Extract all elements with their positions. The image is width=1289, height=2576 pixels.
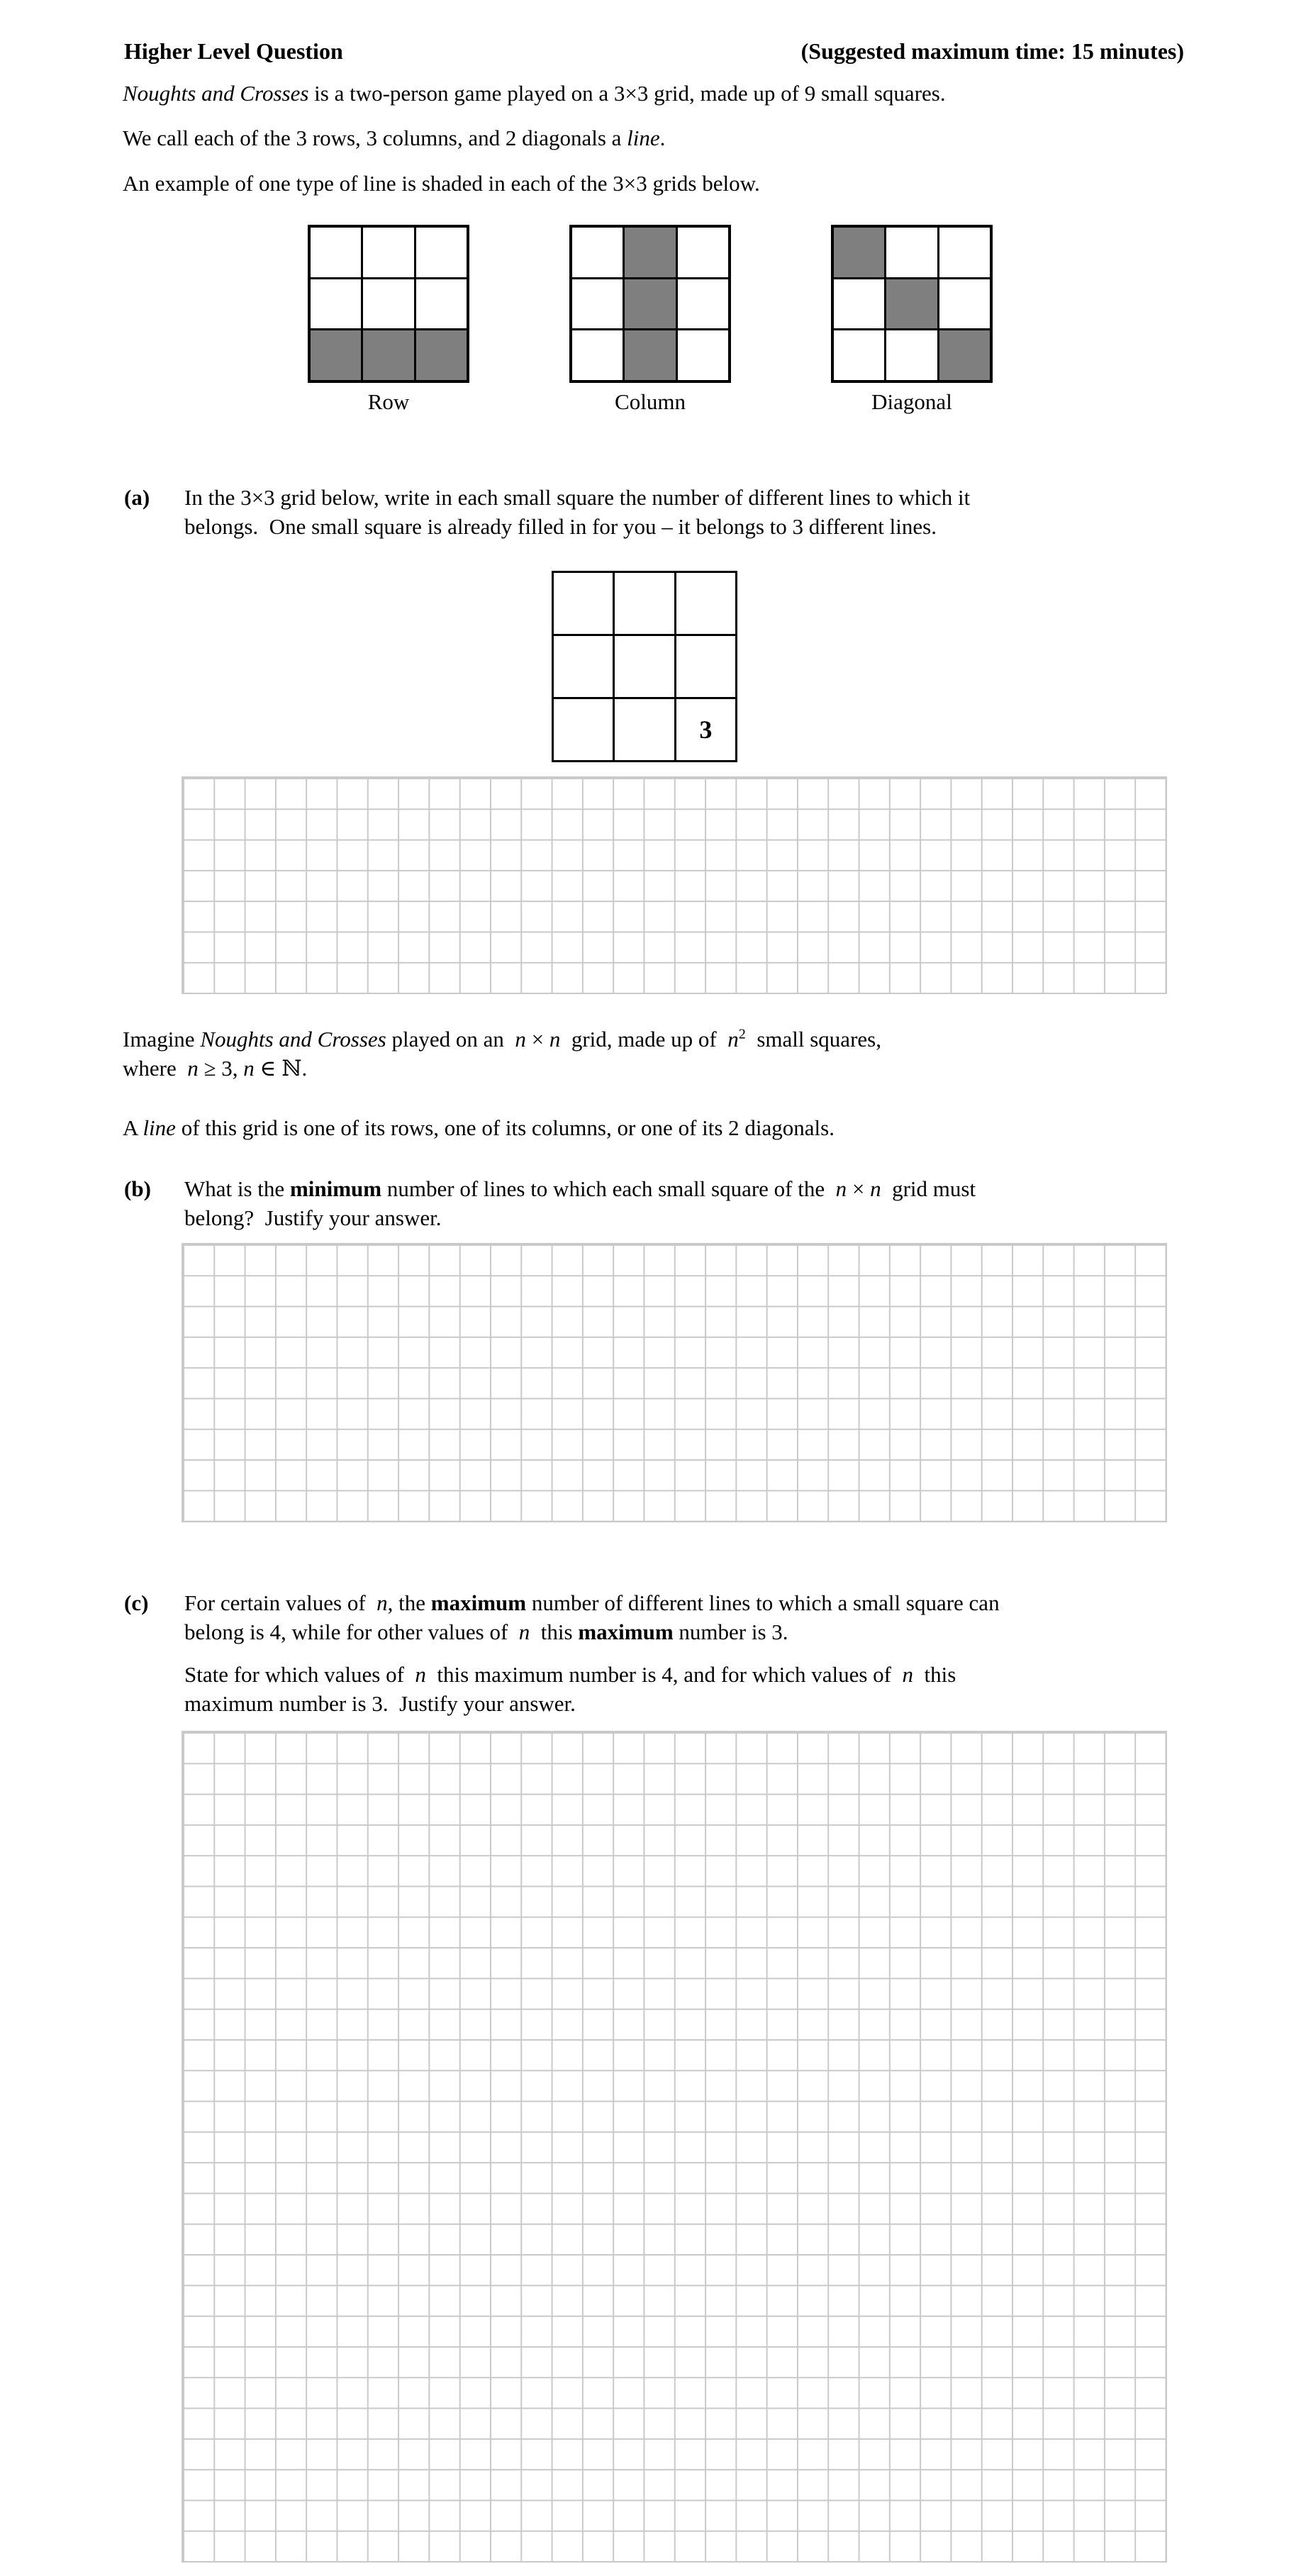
grid-cell [625,279,675,329]
part-c-text: For certain values of n, the maximum number of different lines to which a small square can belong is 4, while for other values of n this maximum number is 3. [184,1590,1000,1644]
grid-cell [363,330,413,380]
part-a-grid-cell [615,573,674,634]
part-a-grid-cell [554,573,613,634]
example-grid-diagonal [831,225,993,415]
grid-cell [363,228,413,277]
intro-paragraph-3: An example of one type of line is shaded in each of the 3×3 grids below. [123,171,760,196]
part-a-label: (a) [124,485,150,510]
grid-cell [363,279,413,329]
intro-paragraph-1: Noughts and Crosses is a two-person game played on a 3×3 grid, made up of 9 small squares. [123,81,946,106]
answer-grid-b [182,1243,1167,1522]
example-grid-label: Column [615,389,686,414]
grid-cell [311,279,361,329]
part-c [124,1588,1184,1646]
grid-cell [678,279,728,329]
grid-cell [834,279,884,329]
grid-cell [311,228,361,277]
part-a-grid-cell [676,636,735,697]
grid-cell [416,279,467,329]
part-a-grid-cell [615,699,674,760]
part-b-text: What is the minimum number of lines to which each small square of the n × n grid must belong? Justify your answer. [184,1176,976,1230]
grid-cell [939,279,990,329]
grid-cell [572,330,623,380]
grid-cell [625,228,675,277]
grid-cell [834,330,884,380]
grid-cell [416,228,467,277]
grid-cell [678,228,728,277]
line-definition-paragraph: A line of this grid is one of its rows, one of its columns, or one of its 2 diagonals. [123,1115,835,1140]
part-a [124,483,1184,541]
example-grid-label: Row [367,389,410,414]
part-c-label: (c) [124,1590,149,1615]
example-grid-column [569,225,731,415]
grid-cell [625,330,675,380]
grid-cell [939,228,990,277]
part-a-grid-cell [676,573,735,634]
part-a-grid-cell [615,636,674,697]
mini-grid [831,225,993,383]
answer-grid-a [182,776,1167,994]
time-allocation: (Suggested maximum time: 15 minutes) [800,38,1184,64]
grid-cell [678,330,728,380]
part-a-grid-cell-prefilled: 3 [676,699,735,760]
example-grid-label: Diagonal [871,389,952,414]
mini-grid [569,225,731,383]
grid-cell [886,330,937,380]
grid-cell [311,330,361,380]
part-c-text-2: State for which values of n this maximum number is 4, and for which values of n this maximum number is 3. Justify your answer. [184,1662,956,1716]
grid-cell [939,330,990,380]
example-grids [308,225,993,415]
mini-grid [308,225,469,383]
part-a-grid-cell [554,636,613,697]
grid-cell [886,228,937,277]
example-grid-row [308,225,469,415]
answer-grid-c [182,1731,1167,2563]
intro-paragraph-2: We call each of the 3 rows, 3 columns, and 2 diagonals a line. [123,126,666,150]
question-header [124,37,1184,65]
part-a-grid-cell [554,699,613,760]
imagine-paragraph: Imagine Noughts and Crosses played on an n × n grid, made up of $n^2$ small squares, where n ≥ 3, n ∈ ℕ. [123,1026,881,1081]
part-b [124,1174,1184,1232]
question-title: Higher Level Question [124,38,343,64]
part-b-label: (b) [124,1176,151,1201]
part-a-text: In the 3×3 grid below, write in each small square the number of different lines to which it belongs. One small square is already filled in for you – it belongs to 3 different lines. [184,485,971,539]
grid-cell [572,279,623,329]
part-a-grid [552,571,737,762]
grid-cell [572,228,623,277]
grid-cell [886,279,937,329]
grid-cell [834,228,884,277]
grid-cell [416,330,467,380]
